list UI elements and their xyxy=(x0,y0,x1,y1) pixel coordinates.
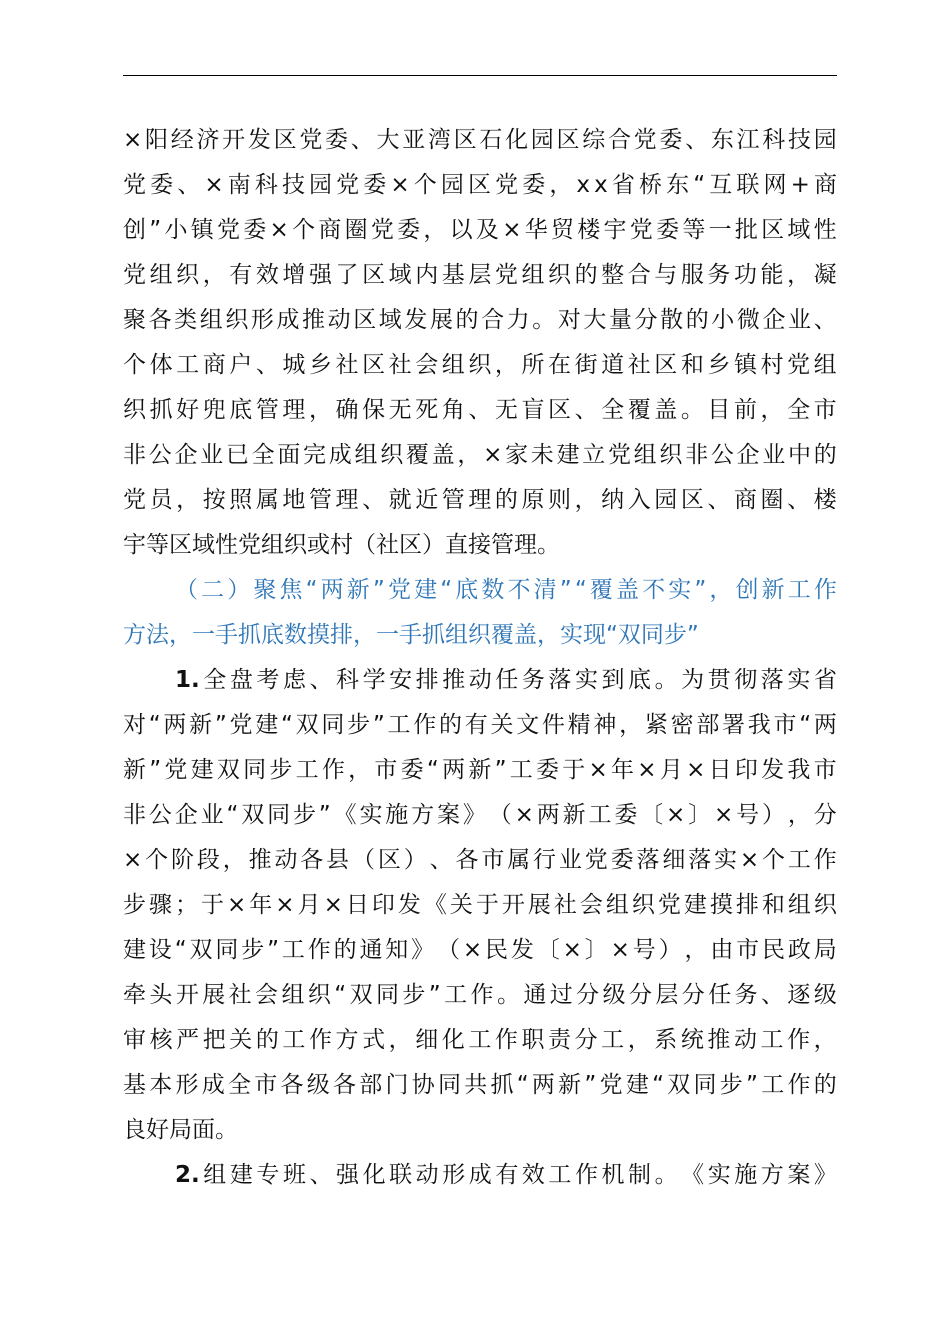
paragraph-line: 聚 各 类 组 织 形 成 推 动 区 域 发 展 的 合 力 。 对 大 量 分 散 的 小 微 企 业 、 xyxy=(123,307,837,333)
paragraph-line: 非 公 企 业 已 全 面 完 成 组 织 覆 盖 ， × 家 未 建 立 党 组 织 非 公 企 业 中 的 xyxy=(123,442,837,468)
paragraph-line: 牵 头 开 展 社 会 组 织 “ 双 同 步 ” 工 作 。 通 过 分 级 分 层 分 任 务 、 逐 级 xyxy=(123,982,837,1008)
paragraph-line: 建 设 “ 双 同 步 ” 工 作 的 通 知 》 （ × 民 发 〔 × 〕 × 号 ） ， 由 市 民 政 局 xyxy=(123,937,837,963)
paragraph-line: 2. 组 建 专 班 、 强 化 联 动 形 成 有 效 工 作 机 制 。 《 实 施 方 案 》 xyxy=(123,1153,837,1198)
item-number: 2. xyxy=(175,1162,200,1188)
header-rule xyxy=(123,75,837,76)
paragraph-line: × 阳 经 济 开 发 区 党 委 、 大 亚 湾 区 石 化 园 区 综 合 党 委 、 东 江 科 技 园 xyxy=(123,127,837,153)
line-text: 宇等区域性党组织或村（社区）直接管理。 xyxy=(123,532,560,558)
paragraph-line: 个 体 工 商 户 、 城 乡 社 区 社 会 组 织 ， 所 在 街 道 社 区 和 乡 镇 村 党 组 xyxy=(123,352,837,378)
paragraph-line xyxy=(123,1108,837,1153)
paragraph-line: 党 组 织 ， 有 效 增 强 了 区 域 内 基 层 党 组 织 的 整 合 与 服 务 功 能 ， 凝 xyxy=(123,262,837,288)
paragraph-line: 1. 全 盘 考 虑 、 科 学 安 排 推 动 任 务 落 实 到 底 。 为 贯 彻 落 实 省 xyxy=(123,658,837,703)
paragraph-line: 织 抓 好 兜 底 管 理 ， 确 保 无 死 角 、 无 盲 区 、 全 覆 盖 。 目 前 ， 全 市 xyxy=(123,397,837,423)
section-heading-line xyxy=(123,613,837,658)
paragraph-line: 步 骤 ； 于 × 年 × 月 × 日 印 发 《 关 于 开 展 社 会 组 织 党 建 摸 排 和 组 织 xyxy=(123,892,837,918)
paragraph-line: 党 委 、 × 南 科 技 园 党 委 × 个 园 区 党 委 ， x x 省 桥 东 “ 互 联 网 + 商 xyxy=(123,172,837,198)
paragraph-line: 新 ” 党 建 双 同 步 工 作 ， 市 委 “ 两 新 ” 工 委 于 × 年 × 月 × 日 印 发 我 市 xyxy=(123,757,837,783)
paragraph-line: 非 公 企 业 “ 双 同 步 ” 《 实 施 方 案 》 （ × 两 新 工 委 〔 × 〕 × 号 ） ， 分 xyxy=(123,802,837,828)
document-body xyxy=(123,118,837,1198)
item-number: 1. xyxy=(175,667,200,693)
paragraph-line: 创 ” 小 镇 党 委 × 个 商 圈 党 委 ， 以 及 × 华 贸 楼 宇 党 委 等 一 批 区 域 性 xyxy=(123,217,837,243)
paragraph-line: 党 员 ， 按 照 属 地 管 理 、 就 近 管 理 的 原 则 ， 纳 入 园 区 、 商 圈 、 楼 xyxy=(123,487,837,513)
paragraph-line xyxy=(123,523,837,568)
section-heading-line: （ 二 ） 聚 焦 “ 两 新 ” 党 建 “ 底 数 不 清 ” “ 覆 盖 不 实 ” ， 创 新 工 作 xyxy=(175,577,837,603)
paragraph-line: 审 核 严 把 关 的 工 作 方 式 ， 细 化 工 作 职 责 分 工 ， 系 统 推 动 工 作 ， xyxy=(123,1027,837,1053)
paragraph-line: 基 本 形 成 全 市 各 级 各 部 门 协 同 共 抓 “ 两 新 ” 党 建 “ 双 同 步 ” 工 作 的 xyxy=(123,1072,837,1098)
line-text: 良好局面。 xyxy=(123,1117,238,1143)
paragraph-line: × 个 阶 段 ， 推 动 各 县 （ 区 ） 、 各 市 属 行 业 党 委 落 细 落 实 × 个 工 作 xyxy=(123,847,837,873)
line-text: 方法，一手抓底数摸排，一手抓组织覆盖，实现“双同步” xyxy=(123,622,699,648)
paragraph-line: 对 “ 两 新 ” 党 建 “ 双 同 步 ” 工 作 的 有 关 文 件 精 神 ， 紧 密 部 署 我 市 “ 两 xyxy=(123,712,837,738)
